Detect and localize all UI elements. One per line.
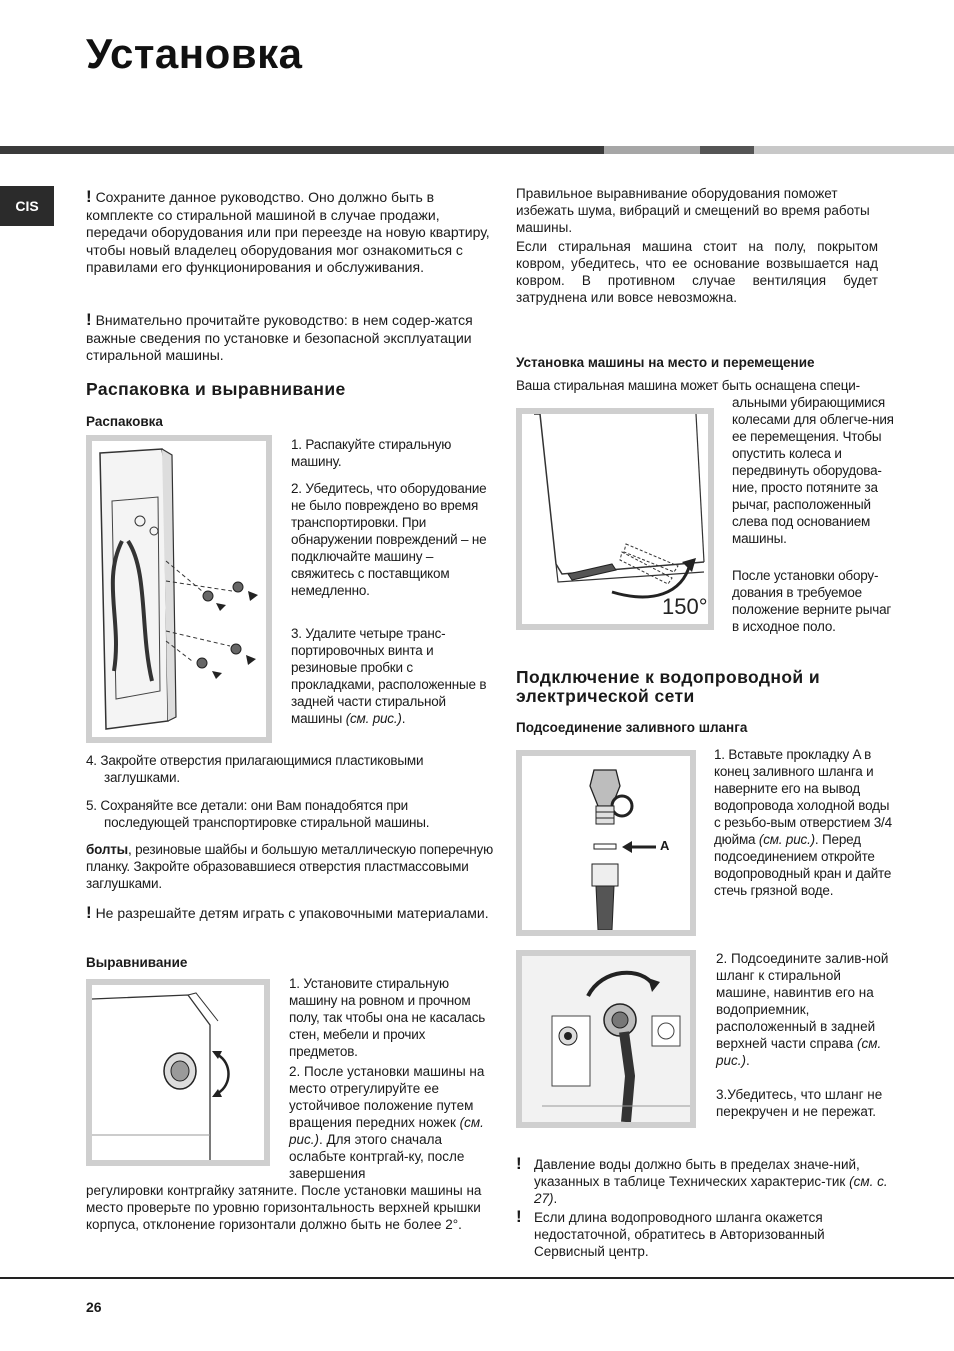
hose-step-3: 3.Убедитесь, что шланг не перекручен и не пережат. (716, 1087, 883, 1119)
move-intro: Ваша стиральная машина может быть оснащена специ- (516, 378, 860, 393)
warning-icon: ! (86, 903, 92, 922)
hose-step-1 (714, 746, 894, 899)
intro-text-2: Внимательно прочитайте руководство: в нем содер-жатся важные сведения по установке и безопасной эксплуатации стиральной машины. (86, 312, 473, 363)
bolts-text: , резиновые шайбы и большую металлическую поперечную планку. Закройте образовавшиеся отверстия пластмассовыми заглушками. (86, 842, 494, 891)
intro-block-2 (86, 311, 486, 365)
hose-step-1a: 1. Вставьте прокладку A в конец заливного шланга и наверните его на вывод водопровода холодной воды с резьбо-вым отверстием 3/4 дюйма (714, 747, 892, 847)
header-band-dark (0, 146, 604, 154)
bolts-bold: болты (86, 842, 128, 857)
figure-leveling-foot (86, 979, 270, 1166)
machine-back-illustration (92, 441, 266, 737)
warnings-list (516, 1156, 890, 1260)
leveling-foot-illustration (92, 985, 264, 1160)
hose-step-2a: 2. Подсоедините залив-ной шланг к стиральной машине, навинтив его на водоприемник, расположенный в задней верхней части справа (716, 951, 889, 1051)
see-figure-ref: (см. рис.) (716, 1036, 882, 1068)
figure-hose-machine (516, 950, 696, 1128)
unpack-step-3-block: 3. Удалите четыре транс-портировочных винта и резиновые пробки с прокладками, расположенные в задней части стиральной машины (см. рис.). (291, 626, 487, 726)
sub-unpack-heading: Распаковка (86, 414, 163, 429)
figure-wheel-lever (516, 408, 714, 630)
unpack-step-3: 3. Удалите четыре транс-портировочных винта и резиновые пробки с прокладками, расположенные в задней части стиральной машины (291, 626, 487, 726)
header-band-pale (754, 146, 954, 154)
level-step-2-block (289, 1063, 496, 1182)
unpack-step-1: 1. Распакуйте стиральную машину. (291, 437, 452, 469)
wheel-lever-illustration (522, 414, 708, 624)
section-unpack-heading: Распаковка и выравнивание (86, 379, 346, 399)
intro-block-1 (86, 188, 494, 277)
children-warning-text: Не разрешайте детям играть с упаковочными материалами. (95, 905, 489, 921)
level-step-2c: регулировки контргайку затяните. После установки машины на место проверьте по уровню горизонтальность верхней крышки корпуса, отклонение горизонтали должно быть не более 2°. (86, 1183, 482, 1232)
unpack-step-2: 2. Убедитесь, что оборудование не было повреждено во время транспортировки. При обнаружении повреждений – не подключайте машину – свяжитесь с поставщиком немедленно. (291, 481, 487, 598)
see-figure-ref: (см. рис.) (758, 832, 815, 847)
move-after-text: После установки обору-дования в требуемое положение верните рычаг в исходное поло. (732, 568, 892, 634)
angle-label: 150° (662, 594, 708, 619)
warning-hose-length (516, 1209, 890, 1260)
page-number: 26 (86, 1299, 102, 1315)
warning-icon: ! (86, 310, 92, 329)
right-para-2: Если стиральная машина стоит на полу, покрытом ковром, убедитесь, что ее основание возвышается над ковром. В противном случае вентиляция будет затруднена или вовсе невозможна. (516, 239, 878, 305)
bolts-paragraph (86, 841, 496, 892)
hose-step-2 (716, 950, 896, 1069)
warning-icon: ! (516, 1154, 522, 1173)
warning-pressure-text: Давление воды должно быть в пределах значе-ний, указанных в таблице Технических характерис-тик (534, 1157, 860, 1189)
figure-hose-gasket (516, 750, 696, 936)
warning-hose-length-text: Если длина водопроводного шланга окажется недостаточной, обратитесь в Авторизованный Сервисный центр. (534, 1210, 825, 1259)
level-step-1: 1. Установите стиральную машину на ровном и прочном полу, так чтобы она не касалась стен, мебели и прочих предметов. (289, 976, 486, 1059)
page-title: Установка (86, 30, 303, 77)
hose-step-2-dot: . (746, 1053, 750, 1068)
unpack-step-5: 5. Сохраняйте все детали: они Вам понадобятся при последующей транспортировке стиральной машины. (86, 798, 430, 830)
section-move-heading: Установка машины на место и перемещение (516, 355, 815, 370)
header-band-mid (700, 146, 754, 154)
warning-icon: ! (516, 1207, 522, 1226)
children-warning (86, 904, 496, 923)
section-connect-heading: Подключение к водопроводной и электрической сети (516, 667, 821, 706)
right-para-1: Правильное выравнивание оборудования поможет избежать шума, вибраций и смещений во время работы машины. (516, 186, 870, 235)
figure-transport-screws (86, 435, 272, 743)
see-figure-ref: (см. рис.) (289, 1115, 484, 1147)
footer-rule (0, 1277, 954, 1279)
unpack-step-4: 4. Закройте отверстия прилагающимися пластиковыми заглушками. (86, 753, 424, 785)
language-tab: CIS (0, 186, 54, 226)
intro-text-1: Сохраните данное руководство. Оно должно быть в комплекте со стиральной машиной в случае продажи, передачи оборудования или при переезде на новую квартиру, чтобы новый владелец оборудования мог ознакомиться с правилами его функционирования и обслуживания. (86, 189, 490, 275)
sub-hose-heading: Подсоединение заливного шланга (516, 720, 748, 735)
level-step-2a: 2. После установки машины на место отрегулируйте ее устойчивое положение путем вращения передних ножек (289, 1064, 485, 1130)
sub-level-heading: Выравнивание (86, 955, 188, 970)
page-ref: (см. с. 27) (534, 1174, 888, 1206)
level-step-2b: . Для этого сначала ослабьте контргай-ку, после завершения (289, 1132, 465, 1181)
header-band-light (604, 146, 700, 154)
warning-icon: ! (86, 187, 92, 206)
hose-machine-illustration (522, 956, 690, 1122)
move-side-text: альными убирающимися колесами для облегче-ния ее перемещения. Чтобы опустить колеса и передвинуть оборудова-ние, просто потяните за рычаг, расположенный слева под основанием машины. (732, 395, 894, 546)
gasket-label-a: A (660, 838, 670, 853)
hose-step-1b: . Перед подсоединением откройте водопроводный кран и дайте стечь грязной воде. (714, 832, 892, 898)
see-figure-ref: (см. рис.) (345, 711, 402, 726)
warning-pressure-dot: . (553, 1191, 558, 1206)
warning-pressure (516, 1156, 890, 1207)
